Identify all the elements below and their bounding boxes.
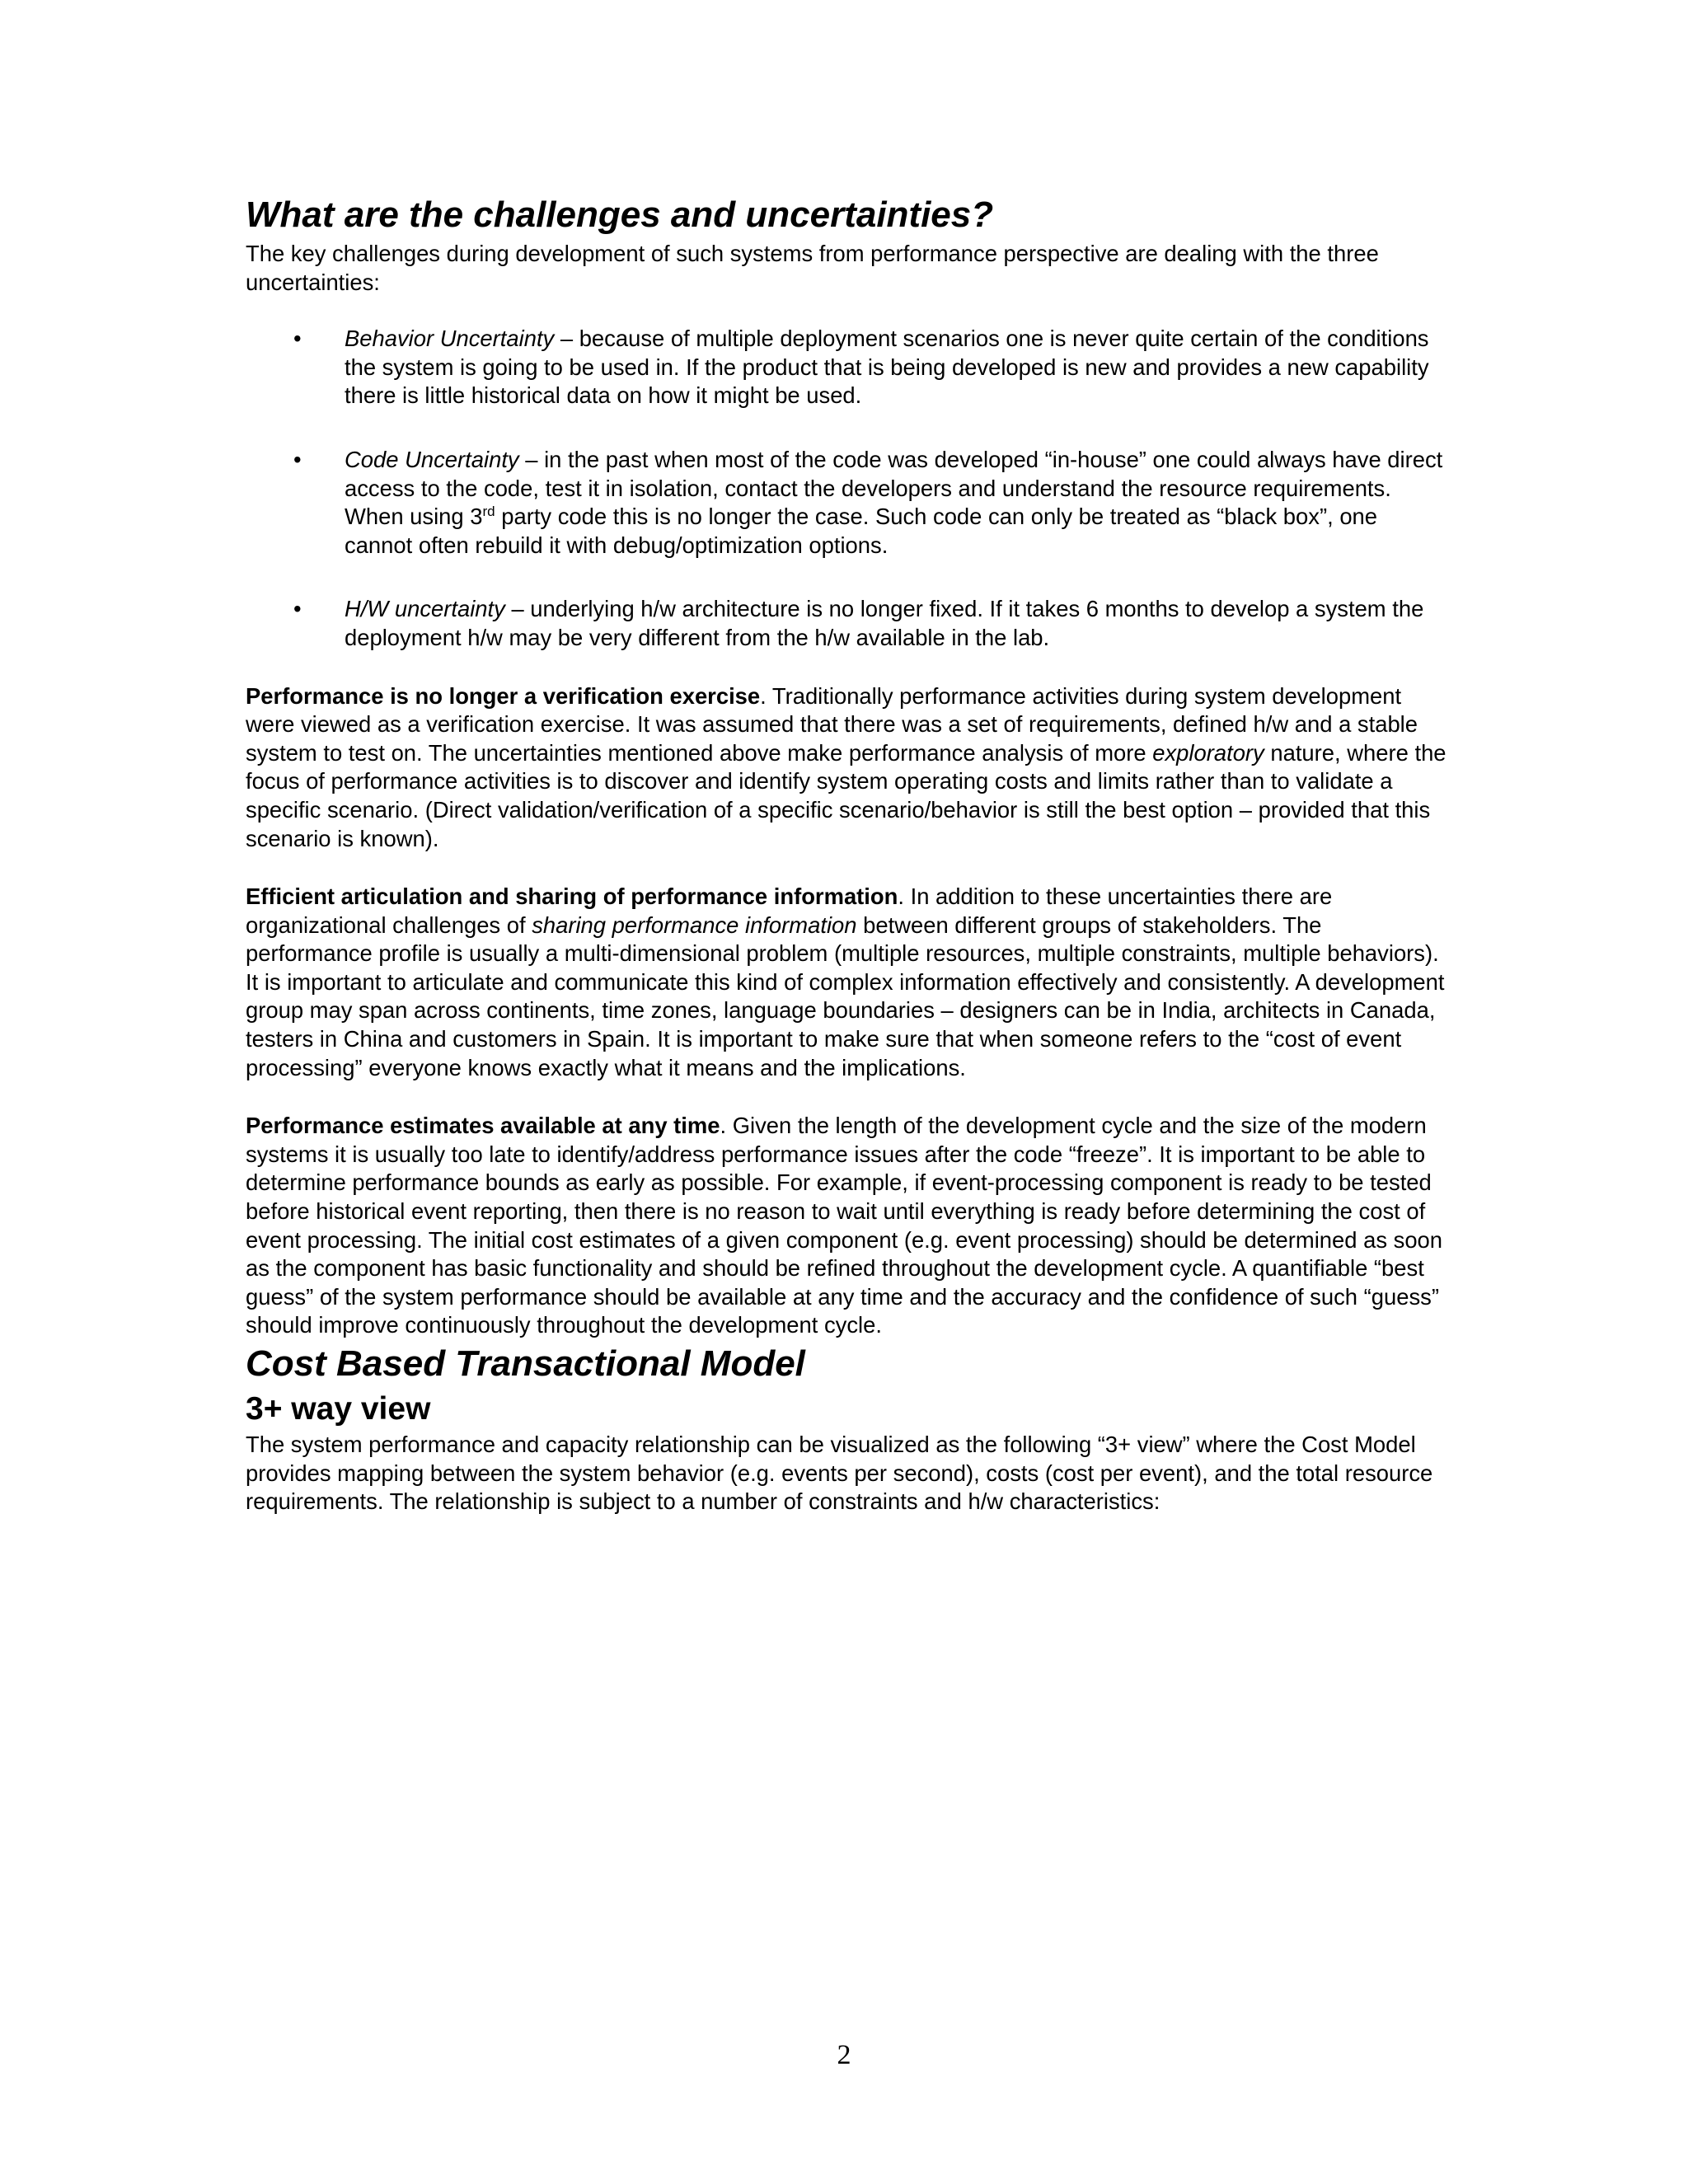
paragraph-text: . Traditionally performance activities during system development were viewed as a verification exercise. It was assumed that there was a set of requirements, defined h/w and a stable system to test on. The uncertainties mentioned above make performance analysis of more: [246, 682, 1418, 766]
paragraph-estimates: [246, 1112, 1449, 1340]
list-item-code-uncertainty: [246, 446, 1449, 560]
list-item-hw-uncertainty: [246, 595, 1449, 652]
bullet-icon: •: [293, 326, 302, 352]
paragraph-lead: Performance estimates available at any time: [246, 1113, 720, 1139]
paragraph-emphasis: exploratory: [1152, 739, 1264, 766]
paragraph-lead: Performance is no longer a verification exercise: [246, 682, 761, 709]
paragraph-text: . Given the length of the development cycle and the size of the modern systems it is usually too late to identify/address performance issues after the code “freeze”. It is important to be able to determine performance bounds as early as possible. For example, if event-processing component is ready to be tested before historical event reporting, then there is no reason to wait until everything is ready before determining the cost of event processing. The initial cost estimates of a given component (e.g. event processing) should be determined as soon as the component has basic functionality and should be refined throughout the development cycle. A quantifiable “best guess” of the system performance should be available at any time and the accuracy and the confidence of such “guess” should improve continuously throughout the development cycle.: [246, 1113, 1443, 1338]
superscript-rd: rd: [482, 504, 495, 520]
bullet-icon: •: [293, 446, 302, 472]
paragraph-emphasis: sharing performance information: [532, 912, 857, 938]
intro-paragraph: The key challenges during development of such systems from performance perspective are dealing with the three uncertainties:: [246, 241, 1379, 295]
paragraph-articulation: [246, 883, 1449, 1082]
list-item-text: – in the past when most of the code was developed “in-house” one could always have direct access to the code, test it in isolation, contact the developers and understand the resource requirements. When using 3: [345, 446, 1443, 530]
list-item-text-cont: party code this is no longer the case. Such code can only be treated as “black box”, one cannot often rebuild it with debug/optimization options.: [345, 504, 1378, 558]
list-item-behavior-uncertainty: [246, 325, 1449, 410]
section-heading-challenges: What are the challenges and uncertainties?: [246, 194, 994, 235]
page-content: [246, 191, 1449, 1516]
paragraph-text-cont: nature, where the focus of performance activities is to discover and identify system operating costs and limits rather than to validate a specific scenario. (Direct validation/verification of a specific scenario/behavior is still the best option – provided that this scenario is known).: [246, 739, 1447, 851]
page-number: 2: [837, 2040, 851, 2070]
paragraph-verification: [246, 682, 1449, 854]
paragraph-text-cont: between different groups of stakeholders. The performance profile is usually a multi-dimensional problem (multiple resources, multiple constraints, multiple behaviors). It is important to articulate and communicate this kind of complex information effectively and consistently. A development group may span across continents, time zones, language boundaries – designers can be in India, architects in Canada, testers in China and customers in Spain. It is important to make sure that when someone refers to the “cost of event processing” everyone knows exactly what it means and the implications.: [246, 912, 1445, 1080]
list-item-title: Behavior Uncertainty: [345, 326, 555, 352]
paragraph-text: . In addition to these uncertainties there are organizational challenges of: [246, 883, 1333, 938]
list-item-title: H/W uncertainty: [345, 596, 505, 622]
paragraph-lead: Efficient articulation and sharing of performance information: [246, 883, 898, 910]
list-item-text: – underlying h/w architecture is no longer fixed. If it takes 6 months to develop a system the deployment h/w may be very different from the h/w available in the lab.: [345, 596, 1424, 650]
list-item-title: Code Uncertainty: [345, 446, 519, 472]
uncertainty-list: [246, 325, 1449, 652]
subsection-heading-3way: 3+ way view: [246, 1391, 431, 1427]
paragraph-3way-view: The system performance and capacity relationship can be visualized as the following “3+ view” where the Cost Model provides mapping between the system behavior (e.g. events per second), costs (cost per event), and the total resource requirements. The relationship is subject to a number of constraints and h/w characteristics:: [246, 1432, 1433, 1515]
list-item-text: – because of multiple deployment scenarios one is never quite certain of the conditions the system is going to be used in. If the product that is being developed is new and provides a new capability there is little historical data on how it might be used.: [345, 326, 1429, 409]
section-heading-cost-model: Cost Based Transactional Model: [246, 1343, 805, 1384]
bullet-icon: •: [293, 596, 302, 622]
